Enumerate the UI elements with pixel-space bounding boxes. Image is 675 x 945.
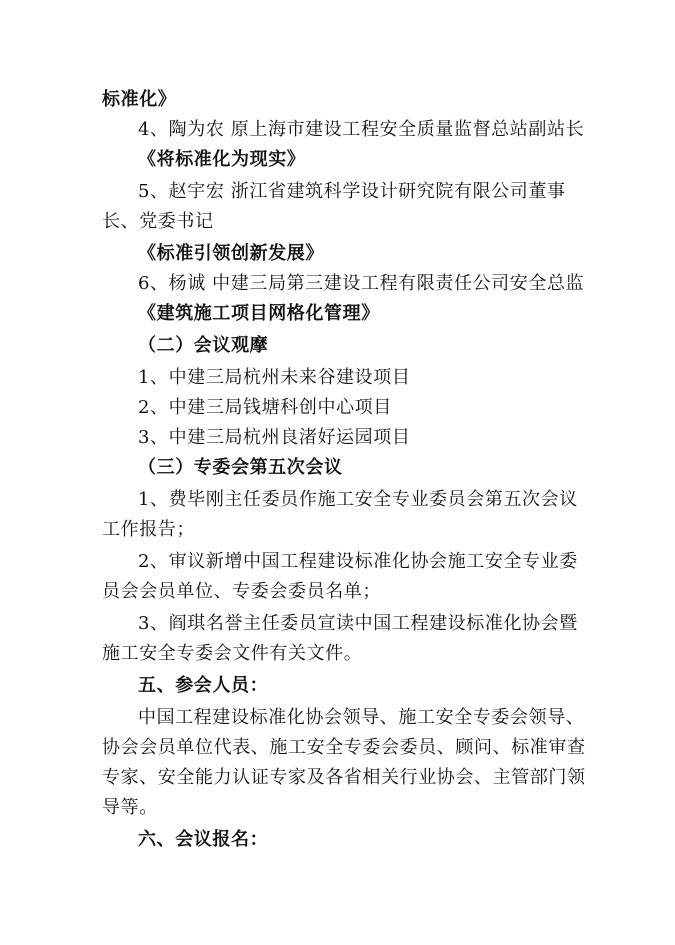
text-line: 1、费毕刚主任委员作施工安全专业委员会第五次会议 <box>138 489 578 510</box>
text-line: 《标准引领创新发展》 <box>138 243 324 264</box>
text-line: 中国工程建设标准化协会领导、施工安全专委会领导、 <box>138 707 585 728</box>
text-line: 6、杨诚 中建三局第三建设工程有限责任公司安全总监 <box>138 273 585 294</box>
text-line: 2、中建三局钱塘科创中心项目 <box>138 397 392 418</box>
text-line: 1、中建三局杭州未来谷建设项目 <box>138 367 411 388</box>
text-line: 5、赵宇宏 浙江省建筑科学设计研究院有限公司董事 <box>138 181 566 202</box>
section-heading: （三）专委会第五次会议 <box>138 457 343 478</box>
text-line: 标准化》 <box>102 89 177 110</box>
text-line: 导等。 <box>102 797 158 818</box>
text-line: 《将标准化为现实》 <box>138 149 306 170</box>
text-line: 3、阎琪名誉主任委员宣读中国工程建设标准化协会暨 <box>138 613 578 634</box>
section-heading: 五、参会人员： <box>138 675 269 696</box>
text-line: 协会会员单位代表、施工安全专委会委员、顾问、标准审查 <box>102 737 586 758</box>
text-line: 施工安全专委会文件有关文件。 <box>102 643 363 664</box>
text-line: 2、审议新增中国工程建设标准化协会施工安全专业委 <box>138 551 578 572</box>
text-line: 长、党委书记 <box>102 211 214 232</box>
text-line: 3、中建三局杭州良渚好运园项目 <box>138 427 411 448</box>
text-line: 员会会员单位、专委会委员名单； <box>102 581 381 602</box>
text-line: 工作报告； <box>102 519 195 540</box>
section-heading: 六、会议报名： <box>138 829 269 850</box>
text-line: 4、陶为农 原上海市建设工程安全质量监督总站副站长 <box>138 119 585 140</box>
text-line: 《建筑施工项目网格化管理》 <box>138 303 380 324</box>
text-line: 专家、安全能力认证专家及各省相关行业协会、主管部门领 <box>102 767 586 788</box>
section-heading: （二）会议观摩 <box>138 335 269 356</box>
